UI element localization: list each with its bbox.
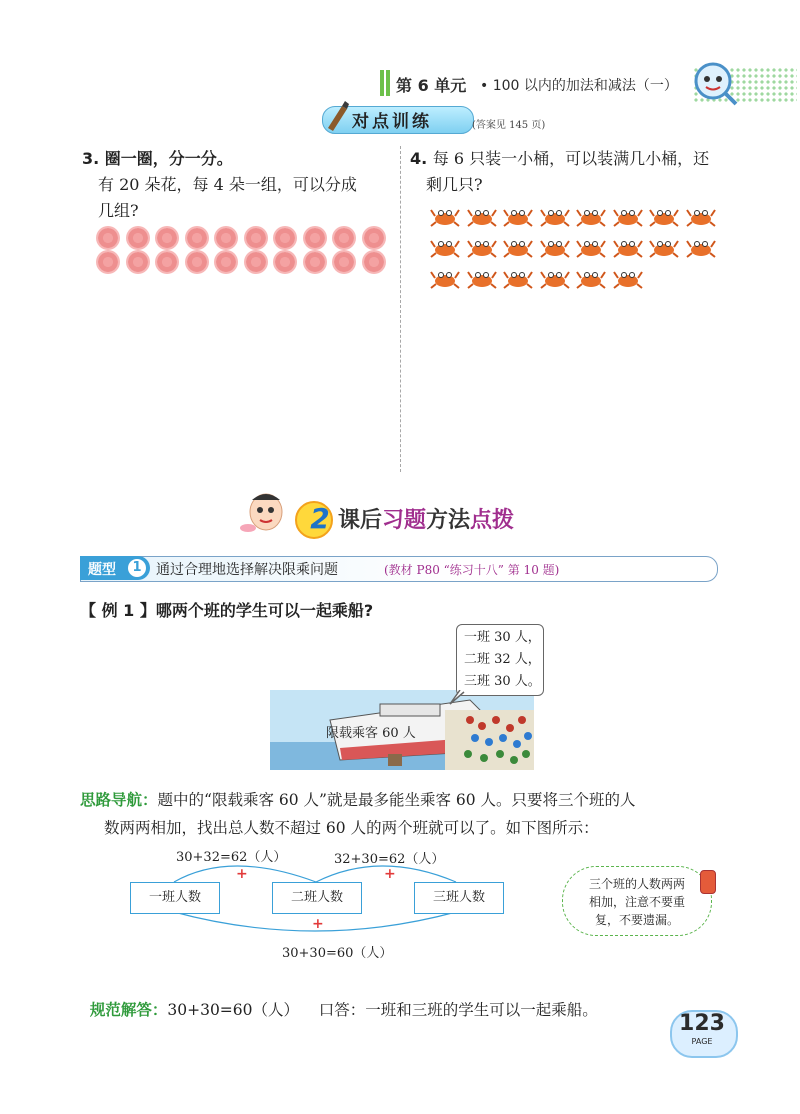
unit-subtitle: • 100 以内的加法和减法（一） (480, 78, 678, 94)
flower-icon (216, 252, 236, 272)
page-number: 123 (679, 1011, 725, 1036)
q3-line2: 几组? (98, 201, 139, 220)
flower-icon (187, 252, 207, 272)
thinking-line1: 思路导航：题中的“限载乘客 60 人”就是最多能坐乘客 60 人。只要将三个班的人 (80, 791, 636, 809)
flower-icon (187, 228, 207, 248)
crab-icon (467, 237, 497, 259)
crab-icon (576, 206, 606, 228)
question-type-label: 题型 (88, 562, 116, 578)
q4-line2: 剩几只? (426, 175, 483, 194)
column-divider (400, 146, 401, 472)
plus-sign-1: + (236, 866, 248, 882)
equation-2-3: 32+30=62（人） (334, 852, 445, 867)
tip-line1: 三个班的人数两两 (588, 877, 685, 891)
flower-icon (305, 252, 325, 272)
tip-bubble (562, 866, 712, 936)
magnifier-mascot-icon (692, 60, 738, 106)
box-class1: 一班人数 (130, 882, 220, 914)
flower-icon (246, 228, 266, 248)
equation-1-3: 30+30=60（人） (282, 946, 393, 961)
flower-icon (305, 228, 325, 248)
flower-icon (275, 228, 295, 248)
crab-icon (576, 268, 606, 290)
crab-icon (503, 206, 533, 228)
tip-line3: 复，不要遗漏。 (594, 913, 679, 927)
answer-line: 规范解答：30+30=60（人） 口答：一班和三班的学生可以一起乘船。 (89, 1001, 598, 1019)
header-accent-bars (380, 70, 390, 96)
crab-group (430, 206, 730, 296)
crab-icon (503, 237, 533, 259)
crab-icon (430, 206, 460, 228)
box-class2: 二班人数 (272, 882, 362, 914)
crab-icon (430, 268, 460, 290)
crab-icon (430, 237, 460, 259)
box-class3: 三班人数 (414, 882, 504, 914)
flower-icon (157, 252, 177, 272)
tip-line2: 相加，注意不要重 (588, 895, 685, 909)
crab-icon (686, 206, 716, 228)
flower-icon (128, 252, 148, 272)
example-title: 【 例 1 】哪两个班的学生可以一起乘船? (80, 601, 374, 620)
section2-title: 课后习题方法点拨 (338, 508, 515, 533)
answer-reference: (答案见 145 页) (472, 120, 546, 131)
thinking-line2: 数两两相加，找出总人数不超过 60 人的两个班就可以了。如下图所示： (104, 819, 599, 837)
crab-icon (649, 206, 679, 228)
crab-icon (613, 237, 643, 259)
brush-icon (324, 100, 350, 132)
flower-icon (98, 228, 118, 248)
flower-icon (334, 228, 354, 248)
question-type-number: 1 (128, 559, 146, 577)
crab-icon (467, 268, 497, 290)
crab-icon (467, 206, 497, 228)
crab-icon (649, 237, 679, 259)
section-number: 2 (310, 502, 330, 535)
bubble-class1: 一班 30 人， (464, 630, 541, 645)
crab-icon (686, 237, 716, 259)
flower-icon (216, 228, 236, 248)
equation-1-2: 30+32=62（人） (176, 850, 287, 865)
page-label: PAGE (691, 1037, 713, 1046)
flower-icon (128, 228, 148, 248)
flower-group (98, 228, 398, 278)
bubble-class3: 三班 30 人。 (464, 674, 541, 689)
crab-icon (613, 268, 643, 290)
q4-line1: 4. 每 6 只装一小桶，可以装满几小桶，还 (410, 149, 710, 168)
q3-line1: 有 20 朵花，每 4 朵一组，可以分成 (98, 175, 357, 194)
child-mascot-icon (238, 488, 298, 538)
flower-icon (275, 252, 295, 272)
crab-icon (540, 268, 570, 290)
crab-icon (503, 268, 533, 290)
crab-icon (576, 237, 606, 259)
flower-icon (246, 252, 266, 272)
flower-icon (157, 228, 177, 248)
crab-icon (613, 206, 643, 228)
flower-icon (98, 252, 118, 272)
plus-sign-3: + (312, 916, 324, 932)
bubble-class2: 二班 32 人， (464, 652, 541, 667)
lantern-icon (700, 870, 716, 894)
unit-title: 第 6 单元 (396, 76, 467, 95)
crab-icon (540, 206, 570, 228)
textbook-reference: (教材 P80 “练习十八” 第 10 题) (384, 563, 560, 577)
flower-icon (334, 252, 354, 272)
question-type-text: 通过合理地选择解决限乘问题 (156, 562, 338, 578)
flower-icon (364, 252, 384, 272)
section-title: 对点训练 (352, 112, 432, 132)
q3-title: 3. 圈一圈，分一分。 (82, 149, 233, 168)
speech-bubble (456, 624, 544, 696)
boat-capacity-sign: 限载乘客 60 人 (326, 726, 416, 741)
plus-sign-2: + (384, 866, 396, 882)
speech-bubble-tail (448, 690, 466, 706)
crab-icon (540, 237, 570, 259)
flower-icon (364, 228, 384, 248)
